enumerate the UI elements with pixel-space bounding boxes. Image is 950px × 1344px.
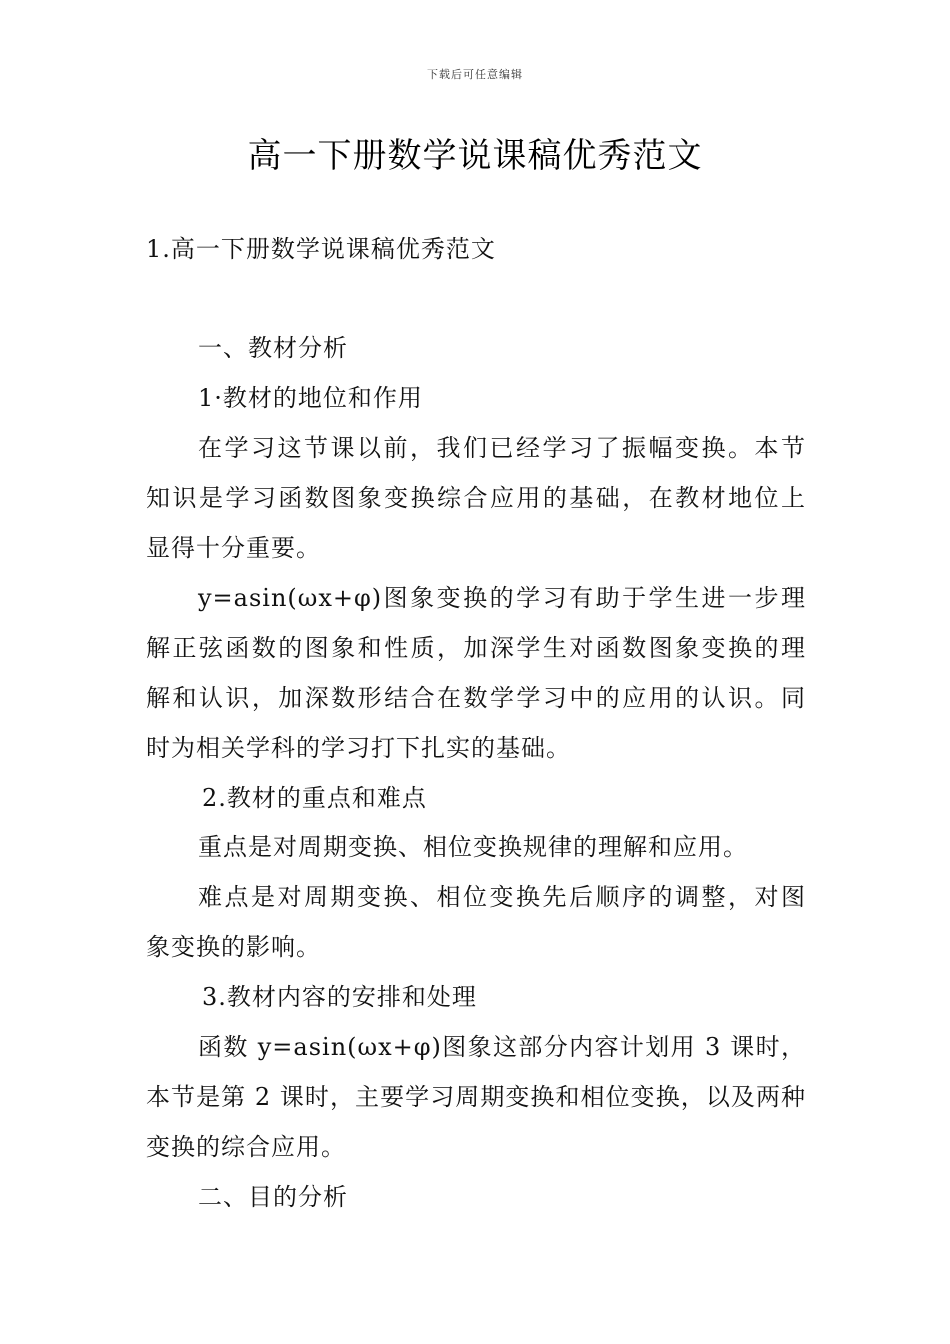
subheading-content-arrangement: 3.教材内容的安排和处理 (202, 983, 477, 1011)
paragraph-line: 时为相关学科的学习打下扎实的基础。 (146, 734, 571, 762)
paragraph-line: 重点是对周期变换、相位变换规律的理解和应用。 (198, 833, 748, 861)
page-header-note: 下载后可任意编辑 (427, 68, 523, 81)
paragraph-line: y=asin(ωx+φ)图象变换的学习有助于学生进一步理 (198, 584, 806, 612)
subheading-status-role: 1·教材的地位和作用 (198, 384, 423, 412)
paragraph-line: 函数 y=asin(ωx+φ)图象这部分内容计划用 3 课时， (198, 1033, 806, 1061)
paragraph-line: 知识是学习函数图象变换综合应用的基础，在教材地位上 (146, 484, 806, 512)
section-heading-1: 1.高一下册数学说课稿优秀范文 (146, 235, 496, 263)
paragraph-line: 解正弦函数的图象和性质，加深学生对函数图象变换的理 (146, 634, 806, 662)
paragraph-line: 变换的综合应用。 (146, 1133, 346, 1161)
heading-objective-analysis: 二、目的分析 (198, 1183, 348, 1211)
paragraph-line: 难点是对周期变换、相位变换先后顺序的调整，对图 (198, 883, 806, 911)
document-title: 高一下册数学说课稿优秀范文 (247, 136, 703, 176)
paragraph-line: 象变换的影响。 (146, 933, 321, 961)
heading-textbook-analysis: 一、教材分析 (198, 334, 348, 362)
paragraph-line: 显得十分重要。 (146, 534, 321, 562)
subheading-key-points: 2.教材的重点和难点 (202, 784, 427, 812)
paragraph-line: 在学习这节课以前，我们已经学习了振幅变换。本节 (198, 434, 806, 462)
paragraph-line: 解和认识，加深数形结合在数学学习中的应用的认识。同 (146, 684, 806, 712)
paragraph-line: 本节是第 2 课时，主要学习周期变换和相位变换，以及两种 (146, 1083, 806, 1111)
